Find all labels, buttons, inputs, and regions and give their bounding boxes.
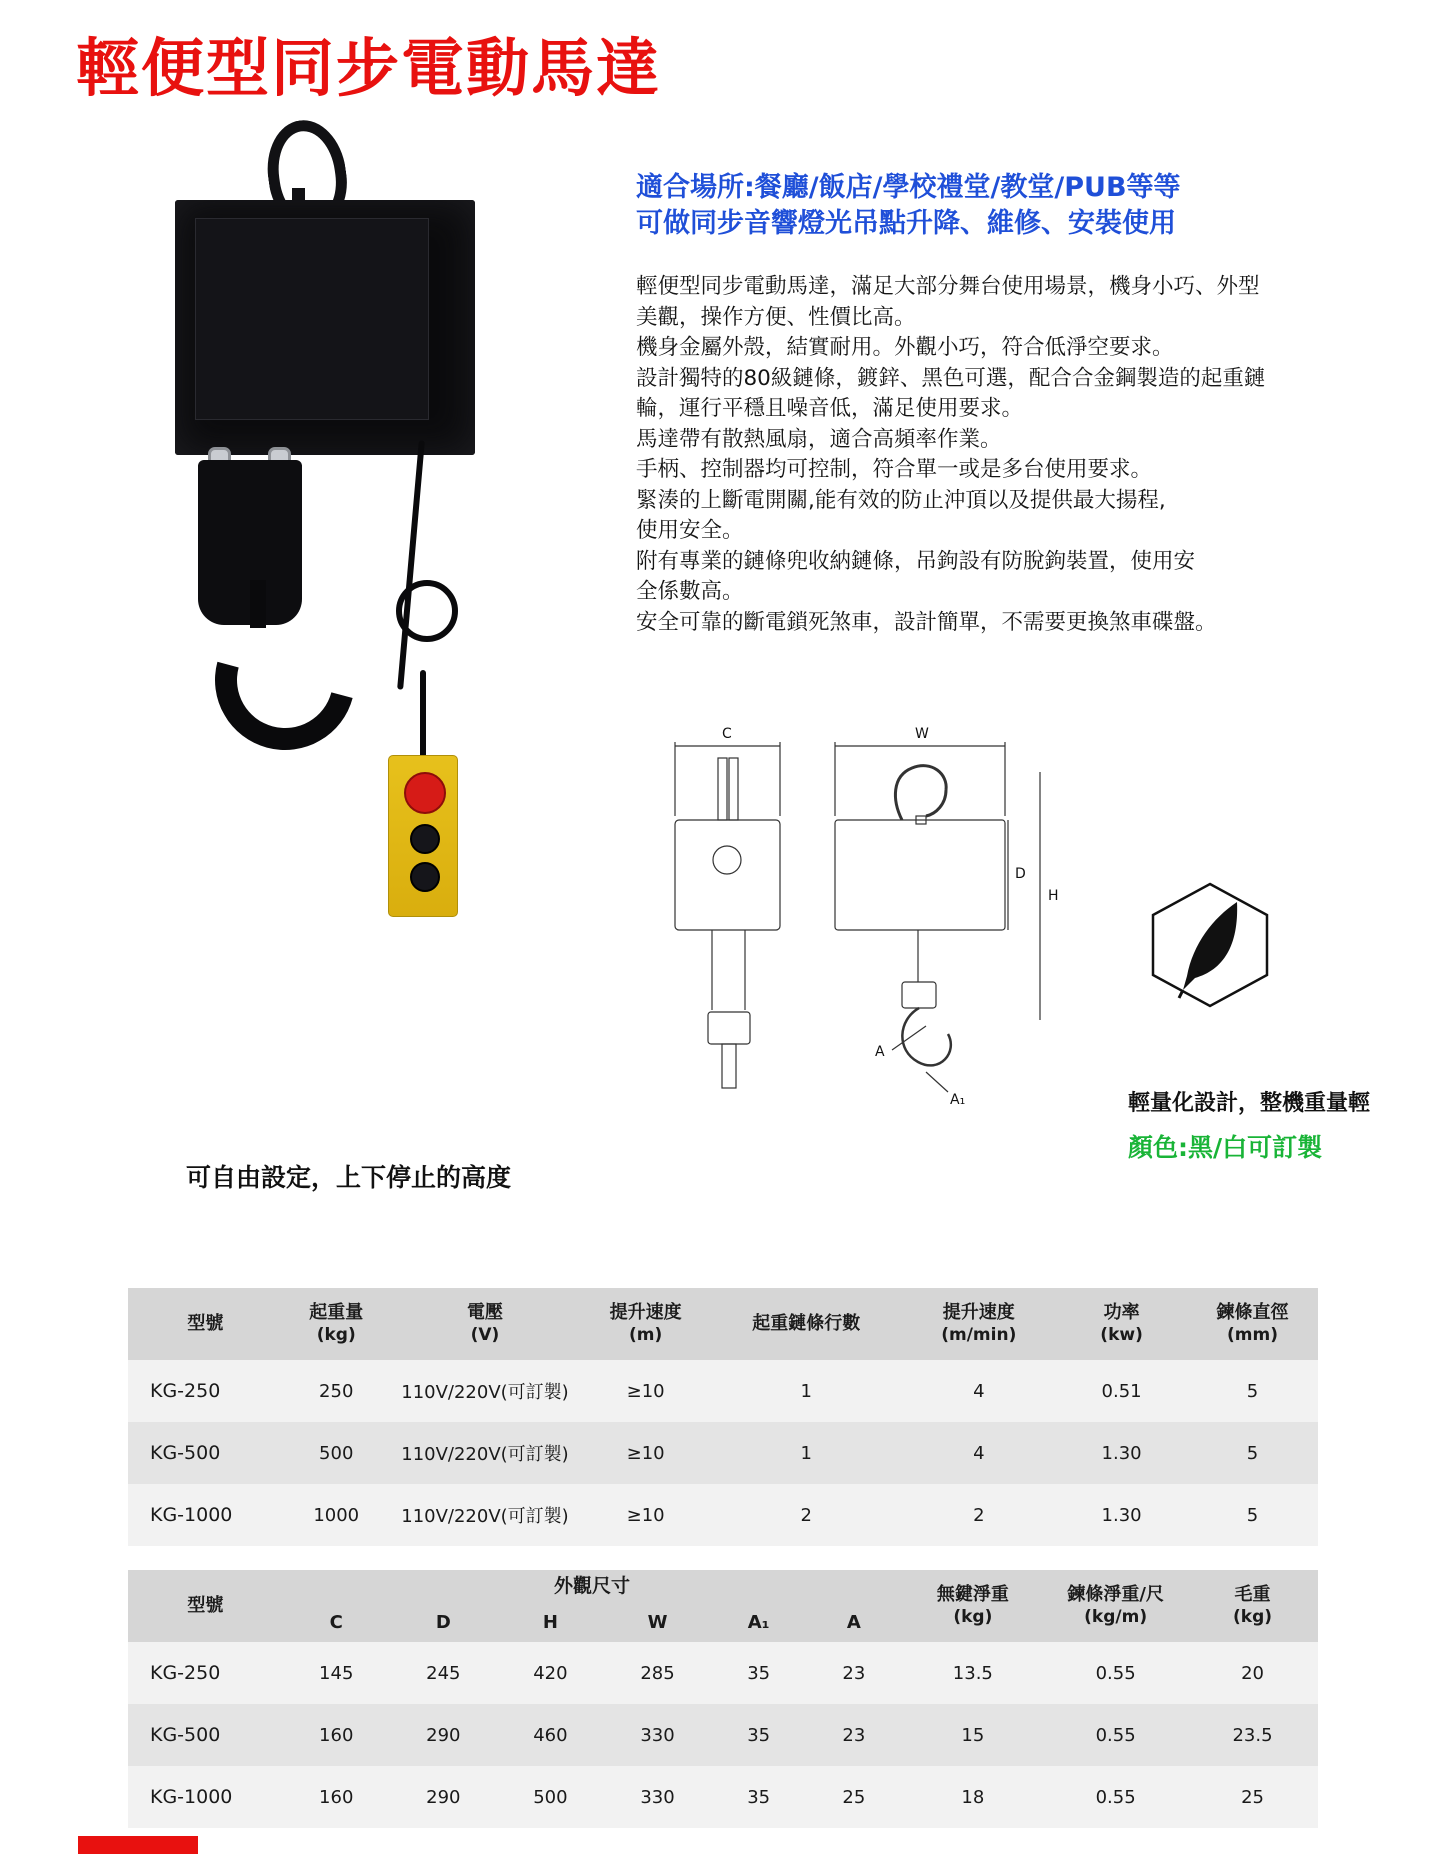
cell-chain-weight: 0.55 — [1044, 1704, 1187, 1766]
cell-chain-falls: 2 — [711, 1484, 901, 1546]
cell-chain-diameter: 5 — [1187, 1360, 1318, 1422]
dim-col-d: D — [390, 1604, 497, 1642]
cell-d: 290 — [390, 1704, 497, 1766]
hoist-body-graphic — [175, 200, 475, 455]
table-row — [128, 1704, 1318, 1766]
cell-capacity: 250 — [283, 1360, 390, 1422]
dim-col-net-weight: 無鍵淨重 (kg) — [901, 1570, 1044, 1642]
cell-lift-height: ≥10 — [580, 1422, 711, 1484]
spec-col-lift-height: 提升速度 (m) — [580, 1288, 711, 1360]
cell-chain-weight: 0.55 — [1044, 1766, 1187, 1828]
cell-a: 23 — [806, 1704, 901, 1766]
dim-col-a1: A₁ — [711, 1604, 806, 1642]
spec-col-chain-falls: 起重鏈條行數 — [711, 1288, 901, 1360]
cell-a1: 35 — [711, 1642, 806, 1704]
cell-chain-diameter: 5 — [1187, 1484, 1318, 1546]
table-row — [128, 1484, 1318, 1546]
cell-gross-weight: 20 — [1187, 1642, 1318, 1704]
cell-gross-weight: 23.5 — [1187, 1704, 1318, 1766]
cell-lift-height: ≥10 — [580, 1484, 711, 1546]
dim-col-chain-weight: 鍊條淨重/尺 (kg/m) — [1044, 1570, 1187, 1642]
dim-col-group-dimensions: 外觀尺寸 — [283, 1570, 902, 1604]
dim-label-h: H — [1048, 888, 1059, 904]
cell-chain-falls: 1 — [711, 1422, 901, 1484]
spec-table — [128, 1288, 1318, 1546]
photo-caption: 可自由設定，上下停止的高度 — [186, 1163, 512, 1192]
description-line: 設計獨特的80級鏈條，鍍鋅、黑色可選，配合合金鋼製造的起重鏈 — [636, 365, 1266, 391]
description-line: 美觀，操作方便、性價比高。 — [636, 304, 916, 330]
cell-power: 1.30 — [1056, 1422, 1187, 1484]
up-button-icon — [410, 824, 440, 854]
description-line: 輪，運行平穩且噪音低，滿足使用要求。 — [636, 396, 1024, 422]
cell-d: 290 — [390, 1766, 497, 1828]
cell-c: 145 — [283, 1642, 390, 1704]
cell-power: 0.51 — [1056, 1360, 1187, 1422]
cell-c: 160 — [283, 1704, 390, 1766]
product-photo — [120, 110, 540, 1010]
table-row — [128, 1422, 1318, 1484]
cell-a1: 35 — [711, 1704, 806, 1766]
cell-w: 285 — [604, 1642, 711, 1704]
cell-gross-weight: 25 — [1187, 1766, 1318, 1828]
cell-w: 330 — [604, 1766, 711, 1828]
cell-a: 25 — [806, 1766, 901, 1828]
dim-label-w: W — [915, 726, 929, 742]
cell-d: 245 — [390, 1642, 497, 1704]
description-line: 馬達帶有散熱風扇，適合高頻率作業。 — [636, 426, 1002, 452]
drawing-svg — [630, 720, 1110, 1180]
cell-voltage: 110V/220V(可訂製) — [390, 1484, 580, 1546]
cell-net-weight: 15 — [901, 1704, 1044, 1766]
down-button-icon — [410, 862, 440, 892]
cell-power: 1.30 — [1056, 1484, 1187, 1546]
power-cable-graphic — [397, 440, 425, 690]
description-line: 機身金屬外殼，結實耐用。外觀小巧，符合低淨空要求。 — [636, 335, 1174, 361]
cell-h: 420 — [497, 1642, 604, 1704]
cell-voltage: 110V/220V(可訂製) — [390, 1422, 580, 1484]
spec-col-chain-diameter: 鍊條直徑 (mm) — [1187, 1288, 1318, 1360]
table-row — [128, 1642, 1318, 1704]
cell-chain-diameter: 5 — [1187, 1422, 1318, 1484]
feather-icon — [1145, 880, 1275, 1010]
spec-table-header-row — [128, 1288, 1318, 1360]
spec-col-voltage: 電壓 (V) — [390, 1288, 580, 1360]
description-block — [636, 272, 1396, 638]
dim-label-a: A — [875, 1044, 885, 1060]
cell-lift-speed: 2 — [901, 1484, 1056, 1546]
description-line: 全係數高。 — [636, 579, 744, 605]
dim-col-a: A — [806, 1604, 901, 1642]
headline-line-1: 適合場所:餐廳/飯店/學校禮堂/教堂/PUB等等 — [636, 172, 1181, 203]
cell-lift-speed: 4 — [901, 1360, 1056, 1422]
cell-model: KG-500 — [128, 1422, 283, 1484]
description-line: 使用安全。 — [636, 518, 744, 544]
cell-model: KG-1000 — [128, 1766, 283, 1828]
feather-badge — [1145, 880, 1275, 1010]
cell-chain-falls: 1 — [711, 1360, 901, 1422]
dimension-table-header-row-top — [128, 1570, 1318, 1604]
description-line: 安全可靠的斷電鎖死煞車，設計簡單，不需要更換煞車碟盤。 — [636, 609, 1217, 635]
dim-label-d: D — [1015, 866, 1026, 882]
cell-c: 160 — [283, 1766, 390, 1828]
headline-line-2: 可做同步音響燈光吊點升降、維修、安裝使用 — [636, 208, 1176, 240]
dimension-table — [128, 1570, 1318, 1828]
table-row — [128, 1766, 1318, 1828]
dimension-table-container — [128, 1570, 1318, 1828]
cell-capacity: 500 — [283, 1422, 390, 1484]
dim-label-a1: A₁ — [950, 1092, 966, 1108]
cell-model: KG-250 — [128, 1642, 283, 1704]
cell-lift-speed: 4 — [901, 1422, 1056, 1484]
dim-label-c: C — [722, 726, 732, 742]
cell-w: 330 — [604, 1704, 711, 1766]
emergency-stop-button-icon — [404, 772, 446, 814]
dim-col-h: H — [497, 1604, 604, 1642]
cell-chain-weight: 0.55 — [1044, 1642, 1187, 1704]
spec-table-container — [128, 1288, 1318, 1546]
headline-block — [636, 170, 1396, 242]
footer-accent-bar — [78, 1836, 198, 1854]
page-title: 輕便型同步電動馬達 — [76, 32, 661, 105]
dimension-table-body — [128, 1642, 1318, 1828]
description-line: 輕便型同步電動馬達，滿足大部分舞台使用場景，機身小巧、外型 — [636, 274, 1260, 299]
pendant-cable-graphic — [420, 670, 426, 760]
cell-capacity: 1000 — [283, 1484, 390, 1546]
pendant-controller-graphic — [388, 755, 458, 917]
cell-h: 500 — [497, 1766, 604, 1828]
dim-col-w: W — [604, 1604, 711, 1642]
hoist-panel-graphic — [195, 218, 429, 420]
technical-drawing — [630, 720, 1110, 1180]
color-caption: 顏色:黑/白可訂製 — [1128, 1133, 1323, 1162]
spec-col-capacity: 起重量 (kg) — [283, 1288, 390, 1360]
cell-h: 460 — [497, 1704, 604, 1766]
spec-table-body — [128, 1360, 1318, 1546]
spec-col-lift-speed: 提升速度 (m/min) — [901, 1288, 1056, 1360]
description-line: 手柄、控制器均可控制，符合單一或是多台使用要求。 — [636, 457, 1153, 483]
cable-coil-graphic — [396, 580, 458, 642]
cell-lift-height: ≥10 — [580, 1360, 711, 1422]
spec-col-model: 型號 — [128, 1288, 283, 1360]
spec-col-power: 功率 (kw) — [1056, 1288, 1187, 1360]
dim-col-c: C — [283, 1604, 390, 1642]
dim-col-model: 型號 — [128, 1570, 283, 1642]
table-row — [128, 1360, 1318, 1422]
cell-model: KG-500 — [128, 1704, 283, 1766]
cell-voltage: 110V/220V(可訂製) — [390, 1360, 580, 1422]
cell-net-weight: 18 — [901, 1766, 1044, 1828]
description-line: 緊湊的上斷電開關,能有效的防止沖頂以及提供最大揚程, — [636, 487, 1166, 513]
cell-model: KG-1000 — [128, 1484, 283, 1546]
cell-net-weight: 13.5 — [901, 1642, 1044, 1704]
cell-a1: 35 — [711, 1766, 806, 1828]
cell-model: KG-250 — [128, 1360, 283, 1422]
description-line: 附有專業的鏈條兜收納鏈條，吊鉤設有防脫鉤裝置，使用安 — [636, 548, 1196, 574]
dim-col-gross-weight: 毛重 (kg) — [1187, 1570, 1318, 1642]
cell-a: 23 — [806, 1642, 901, 1704]
lightweight-caption: 輕量化設計，整機重量輕 — [1128, 1091, 1371, 1116]
